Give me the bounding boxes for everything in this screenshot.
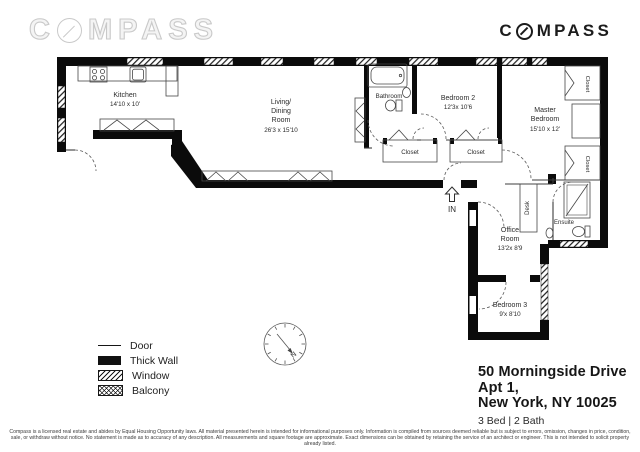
radiator xyxy=(202,171,332,181)
legend-label: Balcony xyxy=(132,384,170,397)
kitchen-peninsula xyxy=(100,119,174,131)
living-label-2: Dining xyxy=(271,108,291,115)
bathroom-sink-icon xyxy=(403,88,411,98)
entrance-marker xyxy=(446,187,459,214)
legend-label: Thick Wall xyxy=(130,354,179,367)
thick-walls xyxy=(57,57,608,340)
kitchen-sink-icon xyxy=(130,67,146,82)
compass-rose xyxy=(264,323,306,365)
window-seat xyxy=(572,104,600,138)
master-closet-label: Closet xyxy=(584,155,590,173)
logo-letters-rest: MPASS xyxy=(87,14,219,46)
radiator-vertical xyxy=(355,98,365,142)
address-line-1: 50 Morningside Drive Apt 1, xyxy=(478,364,627,396)
legend-item-window xyxy=(98,370,178,381)
entrance-arrow-icon xyxy=(446,187,459,202)
logo-letter-c: C xyxy=(499,21,515,40)
desk-label: Desk xyxy=(525,201,531,215)
address-block xyxy=(478,365,640,427)
closet-label: Closet xyxy=(401,149,419,156)
address-line-2: New York, NY 10025 xyxy=(478,395,617,411)
balcony-swatch-icon xyxy=(98,385,123,396)
closet-label: Closet xyxy=(467,149,485,156)
living-dims: 26'3 x 15'10 xyxy=(264,127,298,134)
ensuite-sink-icon xyxy=(546,228,553,238)
north-label: N xyxy=(289,350,299,360)
beds-baths: 3 Bed | 2 Bath xyxy=(478,414,545,427)
bathroom-label: Bathroom xyxy=(375,93,403,100)
bedroom3-label: Bedroom 3 xyxy=(492,302,528,309)
legend-item-thick-wall xyxy=(98,355,178,366)
kitchen-label: Kitchen xyxy=(113,92,137,99)
master-closet-2 xyxy=(565,146,600,180)
master-closet-label: Closet xyxy=(584,75,590,93)
disclaimer-text: Compass is a licensed real estate and abides by Equal Housing Opportunity laws. All material presented herein is intended for informational purposes only. Information is compiled from sources deemed reliable but is subject to errors, omission, changes in price, condition, sale, or withdraw without notice. No statement is made as to accuracy of any description. All measurements and square footage are approximate. Exact dimensions can be obtained by retaining the service of an architect or engineer. This is not intended to solicit property already listed. xyxy=(9,429,631,447)
master-label-2: Bedroom xyxy=(530,116,560,123)
room-labels xyxy=(110,76,590,318)
toilet-icon xyxy=(386,100,403,111)
master-label-1: Master xyxy=(534,107,556,114)
fixtures xyxy=(78,64,600,238)
bedroom2-dims: 12'3x 10'6 xyxy=(443,104,473,111)
ensuite-label: Ensuite xyxy=(553,220,575,226)
ensuite-toilet-icon xyxy=(573,226,591,237)
living-label-3: Room xyxy=(271,117,291,124)
legend-item-balcony xyxy=(98,385,178,396)
legend-label: Window xyxy=(132,369,170,382)
logo-letter-c: C xyxy=(29,14,56,46)
bedroom2-label: Bedroom 2 xyxy=(440,95,476,102)
master-closet-1 xyxy=(565,66,600,100)
logo-letters-rest: MPASS xyxy=(536,21,612,40)
compass-needle xyxy=(277,334,291,351)
entrance-label: IN xyxy=(448,205,456,214)
office-dims: 13'2x 8'9 xyxy=(497,245,523,252)
door-swatch-icon xyxy=(98,341,121,350)
legend xyxy=(98,340,178,396)
kitchen-dims: 14'10 x 10' xyxy=(109,101,141,108)
bedroom3-dims: 9'x 8'10 xyxy=(499,311,521,318)
windows xyxy=(58,58,588,320)
legend-item-door xyxy=(98,340,178,351)
window-swatch-icon xyxy=(98,370,123,381)
thick-wall-swatch-icon xyxy=(98,356,121,365)
legend-label: Door xyxy=(130,339,153,352)
office-label-1: Office xyxy=(500,227,520,234)
shower-icon xyxy=(564,182,590,218)
stove-icon xyxy=(90,67,107,82)
master-dims: 15'10 x 12' xyxy=(529,126,561,133)
bathtub-icon xyxy=(368,64,407,87)
living-label-1: Living/ xyxy=(270,99,292,106)
hall-closet-2 xyxy=(450,130,502,162)
office-label-2: Room xyxy=(500,236,520,243)
